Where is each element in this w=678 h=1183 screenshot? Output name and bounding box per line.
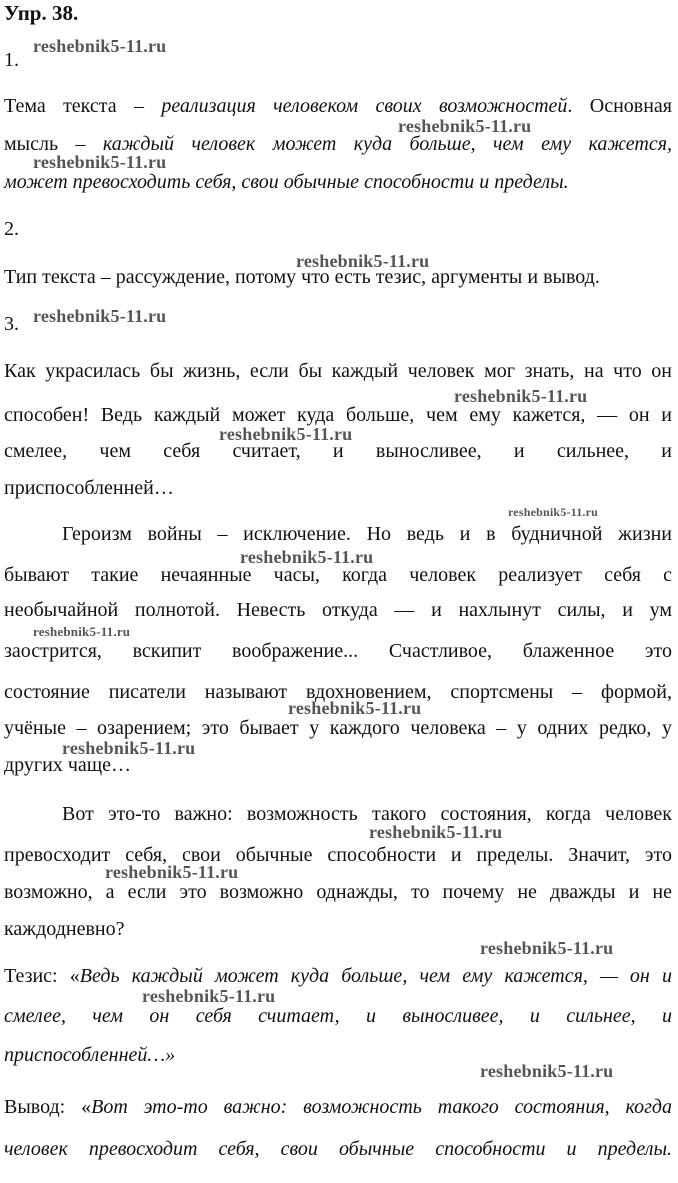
watermark: reshebnik5-11.ru — [142, 986, 276, 1006]
paragraph-2-line: других чаще… — [4, 754, 132, 776]
paragraph-2-line: учёные – озарением; это бывает у каждого человека – у одних редко, у — [4, 717, 672, 739]
paragraph-3-line: каждодневно? — [4, 918, 125, 940]
paragraph-1-line: способен! Ведь каждый может куда больше, чем ему кажется, — он и — [4, 404, 672, 426]
conclusion-text: Вот это-то важно: возможность такого состояния, когда — [91, 1096, 672, 1118]
watermark: reshebnik5-11.ru — [296, 251, 430, 271]
paragraph-2-line: заострится, вскипит воображение... Счастливое, блаженное это — [4, 640, 672, 662]
paragraph-2-line: необычайной полнотой. Невесть откуда — и нахлынут силы, и ум — [4, 599, 672, 621]
main-idea-label: мысль – — [4, 133, 103, 155]
paragraph-2-line: бывают такие нечаянные часы, когда человек реализует себя с — [4, 564, 672, 586]
main-idea-line-2 — [4, 170, 672, 194]
watermark: reshebnik5-11.ru — [398, 116, 532, 136]
paragraph-2-line: состояние писатели называют вдохновением, спортсмены – формой, — [4, 681, 672, 703]
section-1-number: 1. — [4, 49, 19, 71]
thesis-line-2 — [4, 1004, 672, 1028]
watermark: reshebnik5-11.ru — [33, 306, 167, 326]
watermark: reshebnik5-11.ru — [33, 36, 167, 56]
watermark: reshebnik5-11.ru — [454, 386, 588, 406]
exercise-title: Упр. 38. — [4, 1, 79, 25]
watermark: reshebnik5-11.ru — [288, 698, 422, 718]
watermark: reshebnik5-11.ru — [240, 547, 374, 567]
watermark: reshebnik5-11.ru — [480, 938, 614, 958]
watermark: reshebnik5-11.ru — [33, 152, 167, 172]
conclusion-label: Вывод: « — [4, 1096, 92, 1118]
paragraph-1-line: приспособленней… — [4, 477, 174, 499]
paragraph-3-line: превосходит себя, свои обычные способности и пределы. Значит, это — [4, 844, 672, 866]
topic-text: реализация человеком своих возможностей — [161, 95, 568, 117]
watermark: reshebnik5-11.ru — [62, 738, 196, 758]
section-2-number: 2. — [4, 218, 19, 240]
watermark: reshebnik5-11.ru — [369, 822, 503, 842]
main-idea-text-2: может превосходить себя, свои обычные способности и пределы. — [4, 171, 569, 193]
topic-line — [4, 94, 672, 118]
main-idea-label-start: . Основная — [567, 95, 673, 117]
paragraph-3-line: Вот это-то важно: возможность такого состояния, когда человек — [62, 803, 672, 825]
watermark: reshebnik5-11.ru — [105, 862, 239, 882]
paragraph-3-line: возможно, а если это возможно однажды, то почему не дважды и не — [4, 881, 672, 903]
watermark: reshebnik5-11.ru — [219, 424, 353, 444]
topic-label: Тема текста – — [4, 95, 162, 117]
section-3-number: 3. — [4, 313, 19, 335]
conclusion-line-2 — [4, 1137, 672, 1161]
thesis-text: Ведь каждый может куда больше, чем ему кажется, — он и — [79, 965, 672, 987]
watermark: reshebnik5-11.ru — [508, 505, 598, 519]
conclusion-text-2: человек превосходит себя, свои обычные способности и пределы. — [4, 1138, 672, 1160]
thesis-line — [4, 964, 672, 988]
paragraph-1-line: смелее, чем себя считает, и выносливее, и сильнее, и — [4, 440, 672, 462]
watermark: reshebnik5-11.ru — [33, 624, 131, 639]
paragraph-1-line: Как украсилась бы жизнь, если бы каждый человек мог знать, на что он — [4, 360, 672, 382]
thesis-text-2: смелее, чем он себя считает, и выносливее, и сильнее, и — [4, 1005, 672, 1027]
paragraph-2-line: Героизм войны – исключение. Но ведь и в будничной жизни — [62, 523, 672, 545]
conclusion-line — [4, 1095, 672, 1119]
text-type-line: Тип текста – рассуждение, потому что есть тезис, аргументы и вывод. — [4, 266, 600, 288]
watermark: reshebnik5-11.ru — [480, 1061, 614, 1081]
main-idea-text: каждый человек может куда больше, чем ему кажется, — [102, 133, 672, 155]
thesis-label: Тезис: « — [4, 965, 80, 987]
thesis-text-3: приспособленней…» — [4, 1044, 176, 1066]
